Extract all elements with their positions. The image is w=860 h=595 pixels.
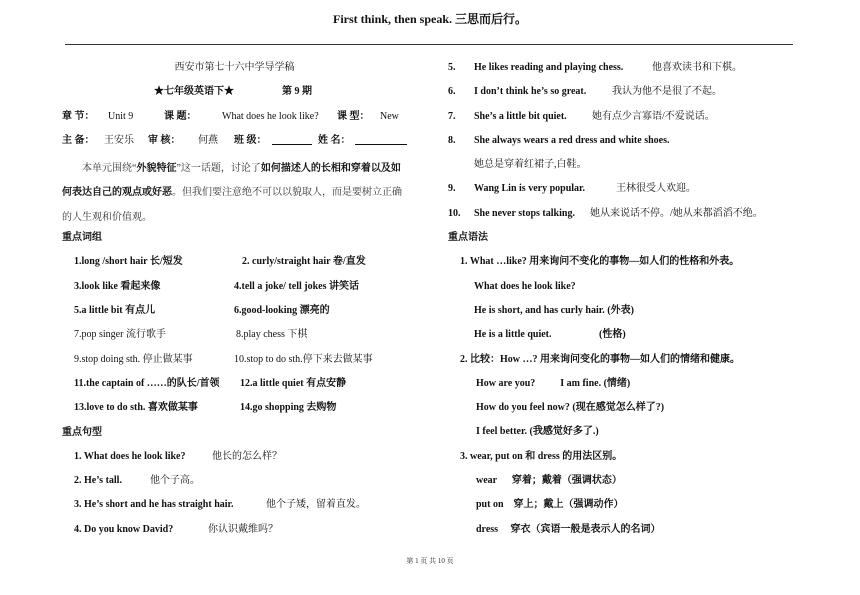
sentence-english: 2. He’s tall. xyxy=(74,475,122,487)
intro-text-b: 外貌特征 xyxy=(136,163,177,175)
grammar-line: How do you feel now? (现在感觉怎么样了?) xyxy=(476,402,665,414)
vocab-item: 12.a little quiet 有点安静 xyxy=(240,377,347,389)
vocab-item: 2. curly/straight hair 卷/直发 xyxy=(242,256,366,268)
vocab-item: 14.go shopping 去购物 xyxy=(240,402,337,414)
grammar-line: I feel better. (我感觉好多了.) xyxy=(476,426,599,438)
vocab-row xyxy=(62,400,407,424)
sentence-chinese: 他长的怎么样？ xyxy=(212,450,282,462)
grammar-section-title: 重点语法 xyxy=(448,232,488,244)
sentence-row xyxy=(448,133,808,157)
sentence-number: 6. xyxy=(448,86,456,98)
sentence-english: He likes reading and playing chess. xyxy=(474,62,624,73)
sentence-english: She always wears a red dress and white shoes. xyxy=(474,134,670,146)
sentence-english: 1. What does he look like? xyxy=(74,450,186,462)
topic-value: What does he look like? xyxy=(222,110,319,122)
vocab-row xyxy=(62,303,407,327)
school-title: 西安市第七十六中学导学稿 xyxy=(174,62,295,73)
unit-introduction xyxy=(62,157,407,230)
chapter-label: 章 节： xyxy=(62,110,95,122)
vocab-section-title: 重点词组 xyxy=(62,232,102,244)
type-value: New xyxy=(380,110,399,122)
vocab-item: 4.tell a joke/ tell jokes 讲笑话 xyxy=(234,280,359,292)
vocab-row xyxy=(62,352,407,376)
sentence-english: She’s a little bit quiet. xyxy=(474,110,567,122)
sentence-number: 5. xyxy=(448,62,456,73)
grammar-line: wear 穿着；戴着（强调状态） xyxy=(476,475,622,487)
sentence-row xyxy=(62,497,407,521)
vocab-row xyxy=(62,376,407,400)
author-label: 主 备： xyxy=(62,134,95,146)
sentence-number: 7. xyxy=(448,110,456,122)
sentence-chinese: 她总是穿着红裙子,白鞋。 xyxy=(474,159,587,171)
sentence-english: She never stops talking. xyxy=(474,207,575,219)
intro-text-c: ”这一话题，讨论了 xyxy=(176,163,261,175)
grammar-line: He is short, and has curly hair. (外表) xyxy=(474,304,634,316)
vocab-item: 10.stop to do sth.停下来去做某事 xyxy=(234,353,373,365)
sentence-row xyxy=(62,473,407,497)
sentence-section-title: 重点句型 xyxy=(62,426,102,438)
page-header-motto: First think, then speak. 三思而后行。 xyxy=(332,12,528,26)
grammar-line: 3. wear, put on 和 dress 的用法区别。 xyxy=(460,450,623,462)
sentence-number: 9. xyxy=(448,183,456,195)
vocab-item: 8.play chess 下棋 xyxy=(236,329,308,341)
sentence-row xyxy=(448,109,808,133)
sentence-row xyxy=(448,60,808,84)
grammar-line: 1. What …like? 用来询问不变化的事物—如人们的性格和外表。 xyxy=(460,256,740,268)
left-column xyxy=(62,60,407,546)
grammar-line: 2. 比较：How …? 用来询问变化的事物—如人们的情绪和健康。 xyxy=(460,353,740,365)
sentence-row xyxy=(448,206,808,230)
intro-text-e: 。但我们要注意绝不可以以貌取人，而是要树立正确的人生观和价值观。 xyxy=(62,187,402,223)
sentence-row xyxy=(448,157,808,181)
sentence-chinese: 她从来说话不停。/她从来都滔滔不绝。 xyxy=(590,207,763,219)
grammar-line: How are you? I am fine. (情绪) xyxy=(476,377,631,389)
sentence-chinese: 你认识戴维吗？ xyxy=(208,523,278,535)
sentence-chinese: 她有点少言寡语/不爱说话。 xyxy=(592,110,715,122)
name-label: 姓 名： xyxy=(318,134,351,146)
meta-row-1 xyxy=(62,109,407,133)
period-label: 第 9 期 xyxy=(282,86,312,98)
vocab-item: 11.the captain of ……的队长/首领 xyxy=(74,377,220,389)
chapter-value: Unit 9 xyxy=(108,110,134,122)
vocab-item: 9.stop doing sth. 停止做某事 xyxy=(74,353,193,365)
review-label: 审 核： xyxy=(148,134,181,146)
sentence-chinese: 他个子矮，留着直发。 xyxy=(266,499,366,511)
intro-text-d: 如何描述人的长相和穿着以及如何表达自己的观点或好恶 xyxy=(62,163,401,199)
vocab-row xyxy=(62,327,407,351)
meta-row-2 xyxy=(62,133,407,157)
page-footer: 第 1 页 共 10 页 xyxy=(406,557,454,565)
intro-text-a: 本单元围绕“ xyxy=(82,163,137,175)
sentence-english: Wang Lin is very popular. xyxy=(474,183,586,195)
sentence-row xyxy=(448,181,808,205)
topic-label: 课 题： xyxy=(164,110,197,122)
grammar-line: He is a little quiet. (性格) xyxy=(474,329,626,341)
sentence-chinese: 我认为他不是很了不起。 xyxy=(612,86,722,98)
author-value: 王安乐 xyxy=(104,134,134,146)
grammar-line: dress 穿衣（宾语一般是表示人的名词） xyxy=(476,523,661,535)
vocab-item: 5.a little bit 有点儿 xyxy=(74,305,156,317)
sentence-number: 8. xyxy=(448,134,456,146)
grade-row xyxy=(62,84,407,108)
sentence-number: 10. xyxy=(448,207,461,219)
sentence-chinese: 他喜欢读书和下棋。 xyxy=(652,62,742,73)
vocab-item: 7.pop singer 流行歌手 xyxy=(74,329,166,341)
sentence-english: I don’t think he’s so great. xyxy=(474,86,587,98)
grade-title: ★七年级英语下★ xyxy=(154,86,234,98)
grammar-line: put on 穿上；戴上（强调动作） xyxy=(476,499,624,511)
sentence-chinese: 他个子高。 xyxy=(150,475,200,487)
name-blank[interactable] xyxy=(355,134,407,145)
right-column xyxy=(448,60,808,546)
vocab-row xyxy=(62,254,407,278)
class-label: 班 级： xyxy=(234,134,267,146)
sentence-row xyxy=(448,84,808,108)
review-value: 何燕 xyxy=(198,134,218,146)
vocab-row xyxy=(62,279,407,303)
sentence-english: 3. He’s short and he has straight hair. xyxy=(74,499,234,511)
sentence-row xyxy=(62,522,407,546)
sentence-chinese: 王林很受人欢迎。 xyxy=(616,183,696,195)
grammar-line: What does he look like? xyxy=(474,280,576,292)
vocab-item: 6.good-looking 漂亮的 xyxy=(234,305,330,317)
sentence-row xyxy=(62,449,407,473)
class-blank[interactable] xyxy=(272,134,312,145)
sentence-english: 4. Do you know David? xyxy=(74,523,174,535)
type-label: 课 型： xyxy=(337,110,370,122)
vocab-item: 13.love to do sth. 喜欢做某事 xyxy=(74,402,198,414)
vocab-item: 3.look like 看起来像 xyxy=(74,280,161,292)
header-divider xyxy=(65,44,793,45)
vocab-item: 1.long /short hair 长/短发 xyxy=(74,256,183,268)
